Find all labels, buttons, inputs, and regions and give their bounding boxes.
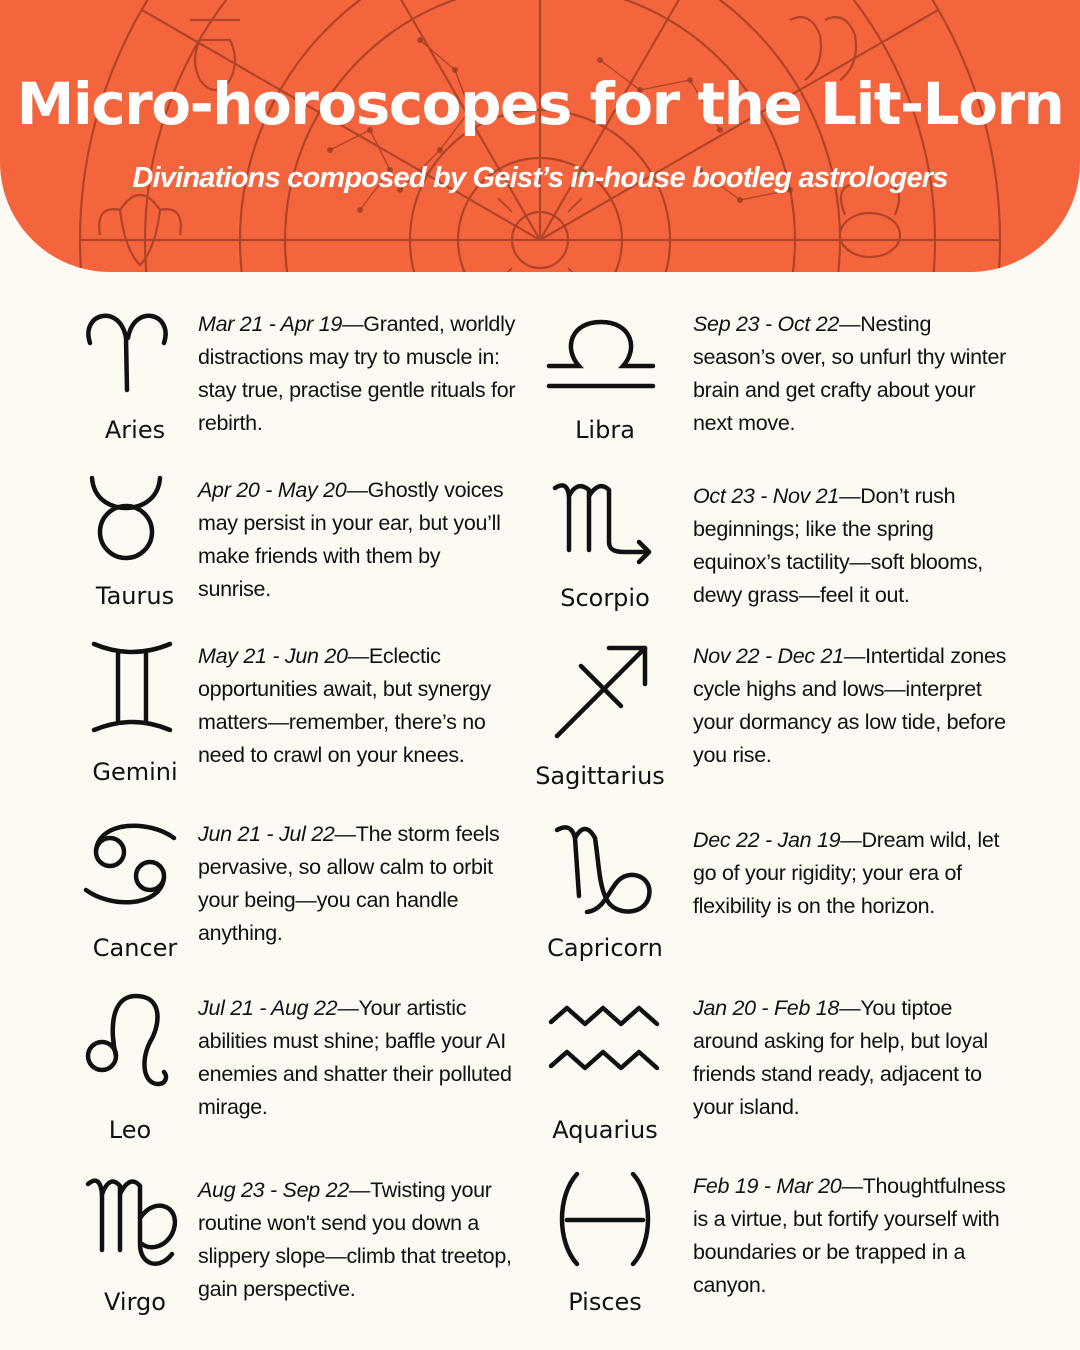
gemini-icon xyxy=(80,640,190,740)
horoscope-body: Eclectic opportunities await, but synergy matters—remember, there’s no need to crawl on your knees. xyxy=(198,644,491,767)
date-range: Dec 22 - Jan 19 xyxy=(693,828,841,852)
sign-name: Cancer xyxy=(92,934,178,962)
horoscope-text: Apr 20 - May 20—Ghostly voices may persist in your ear, but you’ll make friends with them by sunrise. xyxy=(198,478,504,601)
sign-leo xyxy=(80,992,580,1162)
aquarius-icon xyxy=(545,992,655,1092)
horoscope-body: Granted, worldly distractions may try to muscle in: stay true, practise gentle rituals for rebirth. xyxy=(198,312,516,435)
sign-capricorn xyxy=(545,824,1045,994)
date-range: Mar 21 - Apr 19 xyxy=(198,312,343,336)
page-title: Micro-horoscopes for the Lit-Lorn xyxy=(16,70,1064,138)
date-range: Jan 20 - Feb 18 xyxy=(693,996,840,1020)
horoscope-text: Nov 22 - Dec 21—Intertidal zones cycle highs and lows—interpret your dormancy as low tide, before you rise. xyxy=(693,644,1007,767)
date-range: Nov 22 - Dec 21 xyxy=(693,644,844,668)
sagittarius-icon xyxy=(545,640,655,740)
pisces-icon xyxy=(545,1170,655,1270)
page-subtitle: Divinations composed by Geist’s in-house bootleg astrologers xyxy=(132,162,948,194)
date-range: Aug 23 - Sep 22 xyxy=(198,1178,349,1202)
sign-sagittarius xyxy=(535,640,1045,810)
date-range: Jul 21 - Aug 22 xyxy=(198,996,338,1020)
header-banner xyxy=(0,0,1080,272)
date-range: May 21 - Jun 20 xyxy=(198,644,348,668)
sign-cancer xyxy=(80,818,580,988)
scorpio-icon xyxy=(545,480,655,580)
sign-name: Gemini xyxy=(92,758,178,786)
sign-name: Scorpio xyxy=(560,584,650,612)
horoscope-text: Mar 21 - Apr 19—Granted, worldly distractions may try to muscle in: stay true, practise gentle rituals for rebirth. xyxy=(198,312,516,435)
horoscope-body: Ghostly voices may persist in your ear, but you’ll make friends with them by sunrise. xyxy=(198,478,504,601)
sign-name: Taurus xyxy=(95,582,175,610)
horoscope-text: Jul 21 - Aug 22—Your artistic abilities must shine; baffle your AI enemies and shatter their polluted mirage. xyxy=(198,996,512,1119)
horoscope-text: Jan 20 - Feb 18—You tiptoe around asking for help, but loyal friends stand ready, adjacent to your island. xyxy=(693,996,988,1119)
horoscope-text: Dec 22 - Jan 19—Dream wild, let go of your rigidity; your era of flexibility is on the horizon. xyxy=(693,828,1000,918)
cancer-icon xyxy=(80,818,190,918)
sign-name: Libra xyxy=(575,416,635,444)
sign-gemini xyxy=(80,640,580,810)
horoscope-text: Jun 21 - Jul 22—The storm feels pervasive, so allow calm to orbit your being—you can handle anything. xyxy=(198,822,500,945)
horoscope-body: Nesting season’s over, so unfurl thy winter brain and get crafty about your next move. xyxy=(693,312,1006,435)
horoscope-text: Oct 23 - Nov 21—Don’t rush beginnings; like the spring equinox’s tactility—soft blooms, dewy grass—feel it out. xyxy=(693,484,983,607)
date-range: Apr 20 - May 20 xyxy=(198,478,347,502)
virgo-icon xyxy=(80,1174,190,1274)
sign-name: Aries xyxy=(104,416,166,444)
horoscope-text: Feb 19 - Mar 20—Thoughtfulness is a virtue, but fortify yourself with boundaries or be trapped in a canyon. xyxy=(693,1174,1006,1297)
date-range: Sep 23 - Oct 22 xyxy=(693,312,840,336)
horoscope-body: You tiptoe around asking for help, but loyal friends stand ready, adjacent to your island. xyxy=(693,996,988,1119)
sign-name: Pisces xyxy=(568,1288,642,1316)
horoscope-body: Don’t rush beginnings; like the spring equinox’s tactility—soft blooms, dewy grass—feel it out. xyxy=(693,484,983,607)
sign-aries xyxy=(80,308,580,478)
horoscope-body: Your artistic abilities must shine; baffle your AI enemies and shatter their polluted mirage. xyxy=(198,996,512,1119)
capricorn-icon xyxy=(545,824,655,924)
sign-name: Sagittarius xyxy=(535,762,665,790)
horoscope-text: Sep 23 - Oct 22—Nesting season’s over, so unfurl thy winter brain and get crafty about your next move. xyxy=(693,312,1006,435)
horoscope-text: Aug 23 - Sep 22—Twisting your routine won't send you down a slippery slope—climb that treetop, gain perspective. xyxy=(198,1178,512,1301)
horoscope-body: Twisting your routine won't send you down a slippery slope—climb that treetop, gain perspective. xyxy=(198,1178,512,1301)
sign-virgo xyxy=(80,1174,580,1344)
leo-icon xyxy=(80,992,190,1092)
horoscope-body: The storm feels pervasive, so allow calm to orbit your being—you can handle anything. xyxy=(198,822,500,945)
sign-taurus xyxy=(80,474,580,644)
sign-libra xyxy=(545,308,1045,478)
horoscope-body: Intertidal zones cycle highs and lows—interpret your dormancy as low tide, before you rise. xyxy=(693,644,1007,767)
sign-name: Aquarius xyxy=(552,1116,658,1144)
aries-icon xyxy=(80,308,190,408)
date-range: Feb 19 - Mar 20 xyxy=(693,1174,842,1198)
sign-scorpio xyxy=(545,480,1045,650)
taurus-icon xyxy=(80,474,190,574)
libra-icon xyxy=(545,308,655,408)
horoscope-body: Thoughtfulness is a virtue, but fortify yourself with boundaries or be trapped in a canyon. xyxy=(693,1174,1006,1297)
sign-aquarius xyxy=(545,992,1045,1162)
sign-name: Leo xyxy=(108,1116,152,1144)
date-range: Oct 23 - Nov 21 xyxy=(693,484,840,508)
horoscope-body: Dream wild, let go of your rigidity; your era of flexibility is on the horizon. xyxy=(693,828,1000,918)
sign-name: Virgo xyxy=(104,1288,166,1316)
sign-pisces xyxy=(545,1170,1045,1340)
sign-name: Capricorn xyxy=(547,934,663,962)
horoscope-text: May 21 - Jun 20—Eclectic opportunities await, but synergy matters—remember, there’s no need to crawl on your knees. xyxy=(198,644,491,767)
date-range: Jun 21 - Jul 22 xyxy=(198,822,335,846)
